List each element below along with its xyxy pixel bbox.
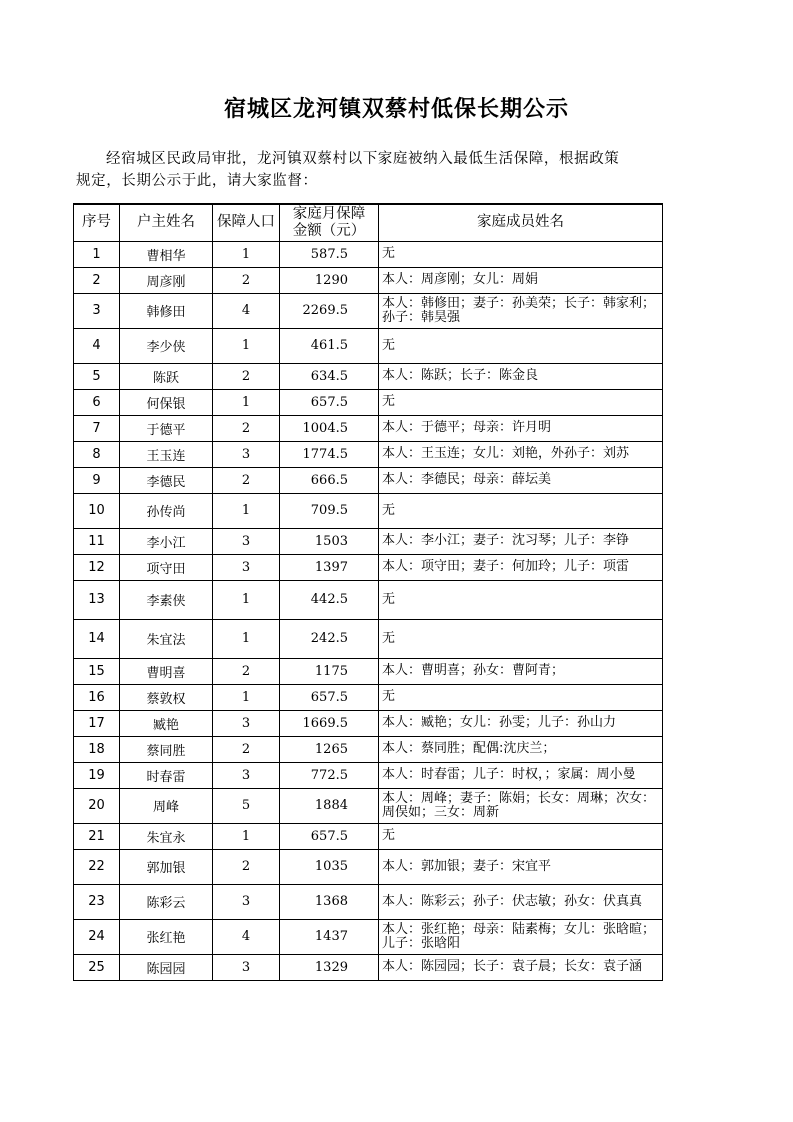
cell-members: 本人：韩修田；妻子：孙美荣；长子：韩家利；孙子：韩昊强 (379, 293, 663, 328)
table-row (74, 528, 663, 554)
cell-no: 6 (74, 389, 120, 415)
intro-paragraph (76, 148, 666, 192)
cell-no: 24 (74, 919, 120, 954)
cell-no: 11 (74, 528, 120, 554)
table-row (74, 293, 663, 328)
table-row (74, 658, 663, 684)
cell-head-name: 时春雷 (120, 762, 213, 788)
cell-head-name: 周彦刚 (120, 267, 213, 293)
intro-line-1: 经宿城区民政局审批，龙河镇双蔡村以下家庭被纳入最低生活保障，根据政策 (106, 151, 620, 167)
cell-head-name: 项守田 (120, 554, 213, 580)
cell-people: 3 (213, 884, 280, 919)
cell-amount: 1265 (280, 736, 379, 762)
cell-head-name: 朱宜永 (120, 823, 213, 849)
cell-amount: 587.5 (280, 241, 379, 267)
cell-no: 22 (74, 849, 120, 884)
cell-members: 本人：时春雷；儿子：时权，；家属：周小曼 (379, 762, 663, 788)
cell-people: 3 (213, 554, 280, 580)
cell-amount: 442.5 (280, 580, 379, 619)
header-people: 保障人口 (213, 204, 280, 241)
cell-amount: 242.5 (280, 619, 379, 658)
cell-people: 1 (213, 619, 280, 658)
cell-members: 无 (379, 328, 663, 363)
cell-no: 21 (74, 823, 120, 849)
cell-amount: 1503 (280, 528, 379, 554)
cell-members: 无 (379, 684, 663, 710)
cell-amount: 1329 (280, 954, 379, 980)
cell-head-name: 王玉连 (120, 441, 213, 467)
cell-no: 23 (74, 884, 120, 919)
cell-people: 1 (213, 328, 280, 363)
cell-no: 17 (74, 710, 120, 736)
cell-people: 4 (213, 919, 280, 954)
cell-no: 8 (74, 441, 120, 467)
cell-members: 本人：陈彩云；孙子：伏志敏；孙女：伏真真 (379, 884, 663, 919)
cell-amount: 634.5 (280, 363, 379, 389)
cell-amount: 666.5 (280, 467, 379, 493)
cell-no: 19 (74, 762, 120, 788)
cell-amount: 657.5 (280, 684, 379, 710)
cell-amount: 461.5 (280, 328, 379, 363)
cell-no: 12 (74, 554, 120, 580)
cell-members: 本人：张红艳；母亲：陆素梅；女儿：张晗暄；儿子：张晗阳 (379, 919, 663, 954)
cell-members: 无 (379, 823, 663, 849)
header-amount-line-2: 金额（元） (292, 222, 366, 239)
cell-head-name: 蔡同胜 (120, 736, 213, 762)
cell-people: 1 (213, 389, 280, 415)
table-body (74, 241, 663, 980)
cell-members: 本人：王玉连；女儿：刘艳，外孙子：刘苏 (379, 441, 663, 467)
cell-members: 本人：于德平；母亲：许月明 (379, 415, 663, 441)
cell-no: 16 (74, 684, 120, 710)
table-row (74, 241, 663, 267)
table-row (74, 441, 663, 467)
cell-members: 本人：陈跃；长子：陈金良 (379, 363, 663, 389)
cell-people: 1 (213, 493, 280, 528)
cell-people: 2 (213, 363, 280, 389)
cell-head-name: 李小江 (120, 528, 213, 554)
header-members: 家庭成员姓名 (379, 204, 663, 241)
cell-people: 3 (213, 441, 280, 467)
header-no: 序号 (74, 204, 120, 241)
cell-head-name: 曹明喜 (120, 658, 213, 684)
table-row (74, 823, 663, 849)
table-row (74, 493, 663, 528)
cell-members: 本人：项守田；妻子：何加玲；儿子：项雷 (379, 554, 663, 580)
table-row (74, 580, 663, 619)
cell-members: 本人：蔡同胜；配偶:沈庆兰； (379, 736, 663, 762)
cell-members: 无 (379, 619, 663, 658)
cell-head-name: 陈跃 (120, 363, 213, 389)
cell-head-name: 郭加银 (120, 849, 213, 884)
cell-people: 1 (213, 241, 280, 267)
cell-members: 无 (379, 241, 663, 267)
cell-head-name: 陈彩云 (120, 884, 213, 919)
cell-head-name: 何保银 (120, 389, 213, 415)
table-row (74, 954, 663, 980)
cell-head-name: 张红艳 (120, 919, 213, 954)
cell-no: 10 (74, 493, 120, 528)
cell-amount: 657.5 (280, 389, 379, 415)
table-row (74, 619, 663, 658)
cell-amount: 1175 (280, 658, 379, 684)
cell-no: 20 (74, 788, 120, 823)
cell-amount: 772.5 (280, 762, 379, 788)
table-row (74, 788, 663, 823)
cell-people: 1 (213, 580, 280, 619)
cell-no: 1 (74, 241, 120, 267)
table-row (74, 363, 663, 389)
cell-head-name: 李素侠 (120, 580, 213, 619)
header-amount-line-1: 家庭月保障 (292, 205, 366, 222)
cell-people: 3 (213, 954, 280, 980)
cell-head-name: 李少侠 (120, 328, 213, 363)
cell-head-name: 曹相华 (120, 241, 213, 267)
table-row (74, 415, 663, 441)
table-row (74, 849, 663, 884)
cell-no: 9 (74, 467, 120, 493)
cell-people: 4 (213, 293, 280, 328)
table-row (74, 736, 663, 762)
cell-amount: 1035 (280, 849, 379, 884)
cell-head-name: 陈园园 (120, 954, 213, 980)
table-row (74, 684, 663, 710)
page-title: 宿城区龙河镇双蔡村低保长期公示 (223, 97, 569, 122)
cell-head-name: 李德民 (120, 467, 213, 493)
cell-members: 本人：陈园园；长子：袁子晨；长女：袁子涵 (379, 954, 663, 980)
cell-amount: 2269.5 (280, 293, 379, 328)
table-row (74, 267, 663, 293)
cell-people: 1 (213, 823, 280, 849)
cell-amount: 1774.5 (280, 441, 379, 467)
table-row (74, 762, 663, 788)
cell-people: 2 (213, 467, 280, 493)
cell-head-name: 韩修田 (120, 293, 213, 328)
cell-amount: 1004.5 (280, 415, 379, 441)
cell-people: 2 (213, 415, 280, 441)
cell-amount: 1437 (280, 919, 379, 954)
cell-people: 2 (213, 658, 280, 684)
table-row (74, 710, 663, 736)
cell-people: 2 (213, 267, 280, 293)
cell-no: 13 (74, 580, 120, 619)
cell-head-name: 于德平 (120, 415, 213, 441)
header-head-name: 户主姓名 (120, 204, 213, 241)
cell-people: 2 (213, 849, 280, 884)
cell-no: 5 (74, 363, 120, 389)
cell-amount: 1290 (280, 267, 379, 293)
table-row (74, 328, 663, 363)
cell-head-name: 孙传尚 (120, 493, 213, 528)
table-row (74, 467, 663, 493)
cell-no: 15 (74, 658, 120, 684)
cell-no: 7 (74, 415, 120, 441)
intro-line-2: 规定，长期公示于此，请大家监督： (76, 173, 318, 189)
cell-no: 4 (74, 328, 120, 363)
header-amount (280, 204, 379, 241)
cell-amount: 657.5 (280, 823, 379, 849)
cell-amount: 1884 (280, 788, 379, 823)
cell-members: 无 (379, 493, 663, 528)
cell-no: 3 (74, 293, 120, 328)
cell-amount: 1669.5 (280, 710, 379, 736)
cell-members: 本人：郭加银；妻子：宋宜平 (379, 849, 663, 884)
cell-members: 本人：李小江；妻子：沈习琴；儿子：李铮 (379, 528, 663, 554)
cell-no: 2 (74, 267, 120, 293)
cell-amount: 1368 (280, 884, 379, 919)
cell-members: 无 (379, 389, 663, 415)
cell-head-name: 朱宜法 (120, 619, 213, 658)
cell-head-name: 蔡敦权 (120, 684, 213, 710)
cell-members: 本人：曹明喜；孙女：曹阿青； (379, 658, 663, 684)
table-row (74, 919, 663, 954)
cell-members: 本人：李德民；母亲：薛坛美 (379, 467, 663, 493)
cell-people: 1 (213, 684, 280, 710)
cell-members: 本人：周峰；妻子：陈娟；长女：周琳；次女：周俣如；三女：周新 (379, 788, 663, 823)
subsistence-allowance-table (73, 203, 663, 981)
cell-no: 25 (74, 954, 120, 980)
cell-people: 5 (213, 788, 280, 823)
cell-people: 3 (213, 710, 280, 736)
cell-members: 本人：臧艳；女儿：孙雯；儿子：孙山力 (379, 710, 663, 736)
cell-amount: 1397 (280, 554, 379, 580)
cell-people: 3 (213, 528, 280, 554)
table-row (74, 884, 663, 919)
cell-people: 2 (213, 736, 280, 762)
cell-no: 14 (74, 619, 120, 658)
cell-members: 本人：周彦刚；女儿：周娟 (379, 267, 663, 293)
cell-amount: 709.5 (280, 493, 379, 528)
table-row (74, 389, 663, 415)
cell-people: 3 (213, 762, 280, 788)
cell-head-name: 周峰 (120, 788, 213, 823)
cell-members: 无 (379, 580, 663, 619)
cell-no: 18 (74, 736, 120, 762)
table-row (74, 554, 663, 580)
table-header-row (74, 204, 663, 241)
cell-head-name: 臧艳 (120, 710, 213, 736)
